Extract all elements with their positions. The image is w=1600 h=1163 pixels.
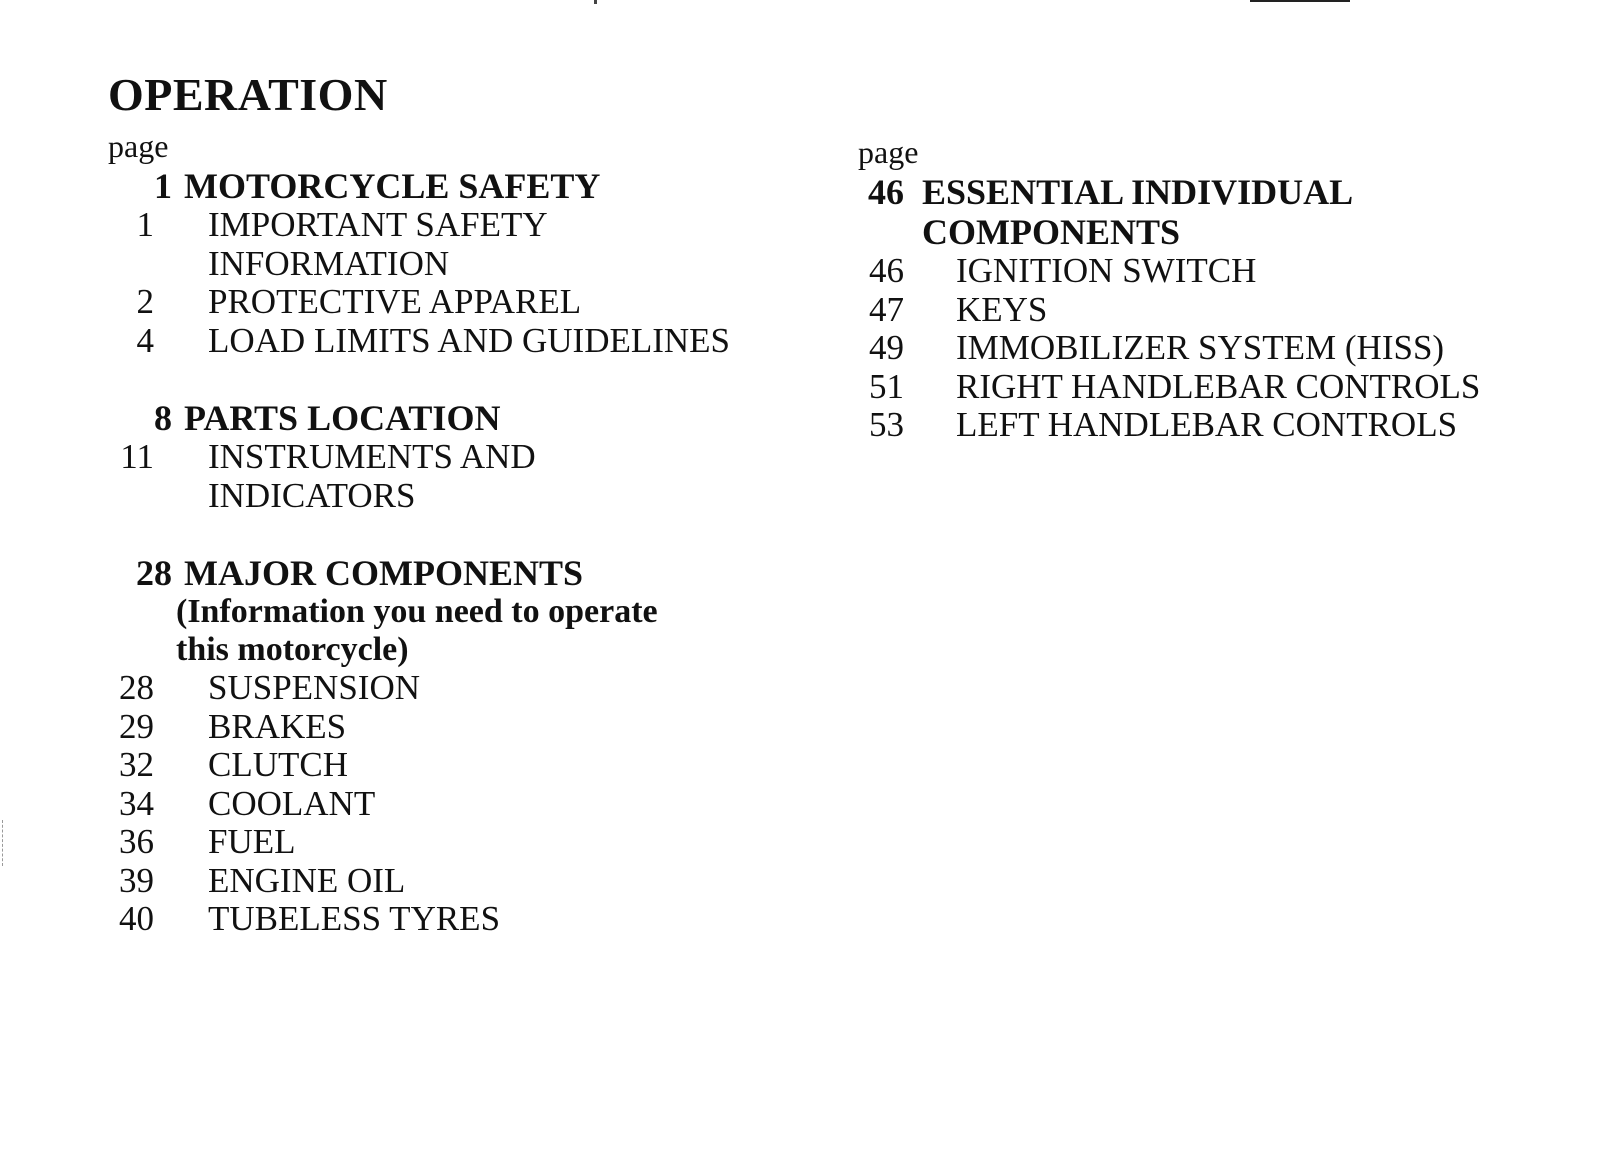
document-title: OPERATION [108,69,388,120]
entry-page-number: 2 [136,282,154,321]
toc-entry[interactable] [858,291,1558,330]
page-column-label: page [858,134,919,170]
entry-title: COOLANT [208,783,376,823]
section-spacer [108,515,788,553]
toc-entry[interactable] [858,368,1558,407]
section-title: MOTORCYCLE SAFETY [184,166,601,206]
toc-entry[interactable] [858,406,1558,445]
entry-page-number: 40 [119,899,154,938]
toc-entry[interactable] [108,900,788,939]
section-note: (Information you need to operate this motorcycle) [176,593,658,668]
entry-page-number: 47 [869,289,904,329]
section-title: MAJOR COMPONENTS [184,553,583,593]
section-page-number: 8 [154,398,172,438]
entry-page-number: 46 [869,251,904,290]
toc-entry[interactable] [108,862,788,901]
entry-page-number: 32 [119,745,154,784]
entry-title: IMMOBILIZER SYSTEM (HISS) [956,328,1445,367]
toc-section [108,166,788,360]
entry-title: FUEL [208,822,296,861]
entry-title: KEYS [956,289,1048,329]
page-column-label: page [108,128,169,164]
toc-section [108,553,788,939]
toc-entry[interactable] [108,283,788,322]
entry-page-number: 29 [119,706,154,746]
toc-right-column [858,134,1558,445]
entry-title: LOAD LIMITS AND GUIDELINES [208,320,731,360]
entry-title: ENGINE OIL [208,860,406,900]
section-page-number: 1 [154,166,172,206]
section-page-number: 28 [136,553,172,593]
toc-entry[interactable] [108,785,788,824]
section-spacer [108,360,788,398]
entry-page-number: 28 [119,668,154,707]
toc-entry[interactable] [108,746,788,785]
entry-title: INSTRUMENTS AND INDICATORS [208,437,536,515]
toc-entry[interactable] [108,669,788,708]
toc-entry[interactable] [108,322,788,361]
entry-title: SUSPENSION [208,668,420,707]
entry-page-number: 1 [136,205,154,244]
header-rule [1250,0,1350,2]
scan-mark [594,0,597,4]
section-heading[interactable] [858,172,1558,252]
entry-page-number: 53 [869,405,904,444]
section-heading[interactable] [108,398,788,438]
toc-entry[interactable] [108,708,788,747]
section-title: ESSENTIAL INDIVIDUAL COMPONENTS [922,172,1354,252]
entry-page-number: 34 [119,783,154,823]
entry-title: IGNITION SWITCH [956,251,1257,290]
entry-page-number: 39 [119,860,154,900]
entry-page-number: 49 [869,328,904,367]
entry-title: RIGHT HANDLEBAR CONTROLS [956,366,1481,406]
toc-entry[interactable] [858,329,1558,368]
toc-section [858,172,1558,445]
entry-page-number: 11 [120,437,154,476]
entry-page-number: 51 [869,366,904,406]
entry-title: CLUTCH [208,745,348,784]
entry-page-number: 4 [136,320,154,360]
toc-entry[interactable] [108,823,788,862]
section-title: PARTS LOCATION [184,398,501,438]
section-page-number: 46 [868,172,904,212]
toc-entry[interactable] [108,206,788,283]
entry-title: IMPORTANT SAFETY INFORMATION [208,205,548,283]
entry-title: PROTECTIVE APPAREL [208,282,582,321]
toc-section [108,398,788,515]
entry-title: BRAKES [208,706,347,746]
section-heading[interactable] [108,166,788,206]
entry-title: TUBELESS TYRES [208,899,501,938]
toc-entry[interactable] [858,252,1558,291]
toc-left-column [108,128,788,939]
binding-edge-mark [2,820,4,866]
entry-title: LEFT HANDLEBAR CONTROLS [956,405,1458,444]
section-heading[interactable] [108,553,788,593]
toc-entry[interactable] [108,438,788,515]
entry-page-number: 36 [119,822,154,861]
